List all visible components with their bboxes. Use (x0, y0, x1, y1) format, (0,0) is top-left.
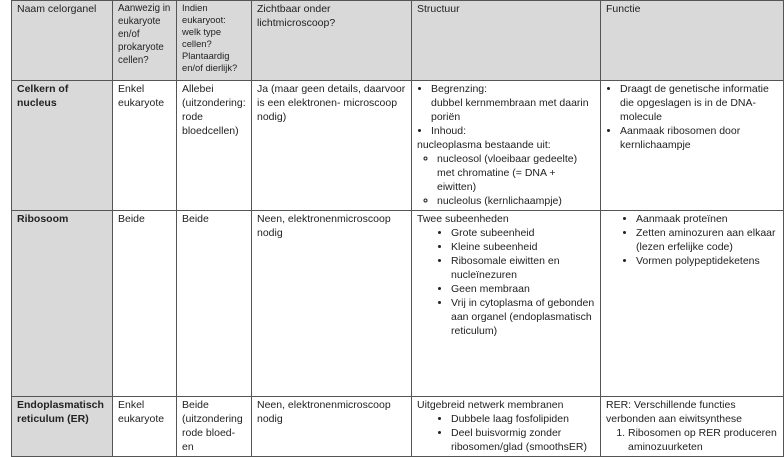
structuur-intro: Twee subeenheden (417, 213, 509, 225)
zichtbaar-cell: Ja (maar geen details, daarvoor is een elektronen- microscoop nodig) (252, 81, 412, 211)
type-cell: Allebei (uitzondering: rode bloedcellen) (177, 81, 252, 211)
structuur-label: Begrenzing: (431, 83, 488, 95)
header-naam: Naam celorganel (12, 1, 113, 81)
organel-name: Ribosoom (12, 211, 113, 397)
functie-intro: RER: Verschillende functies verbonden aan eiwitsynthese (606, 399, 743, 425)
list-item (431, 82, 596, 124)
list-item: • Aanmaak proteïnen (636, 212, 779, 226)
functie-ordered-list (606, 426, 779, 454)
list-item: • Deel buisvormig zonder ribosomen/glad (smoothsER) (451, 426, 596, 454)
zichtbaar-cell: Neen, elektronenmicroscoop nodig (252, 211, 412, 397)
aanwezig-cell: Enkel eukaryote (113, 81, 177, 211)
list-item: • Aanmaak ribosomen door kernlichaampje (620, 124, 779, 152)
functie-list (606, 212, 779, 268)
list-item: ◦ nucleosol (vloeibaar gedeelte) met chromatine (= DNA + eiwitten) (437, 152, 596, 194)
header-functie: Functie (601, 1, 784, 81)
structuur-cell (412, 397, 601, 457)
structuur-cell (412, 211, 601, 397)
header-row (12, 1, 784, 81)
organel-name: Endoplasmatisch reticulum (ER) (12, 397, 113, 457)
zichtbaar-cell: Neen, elektronenmicroscoop nodig (252, 397, 412, 457)
functie-list (606, 82, 779, 152)
organel-table (11, 0, 784, 457)
structuur-intro: Uitgebreid netwerk membranen (417, 399, 564, 411)
list-item: • Kleine subeenheid (451, 240, 596, 254)
table-row (12, 397, 784, 457)
list-item: • Zetten aminozuren aan elkaar (lezen erfelijke code) (636, 226, 779, 254)
header-aanwezig: Aanwezig in eukaryote en/of prokaryote cellen? (113, 1, 177, 81)
list-item: • Vormen polypeptideketens (636, 254, 779, 268)
structuur-list (417, 412, 596, 454)
functie-cell (601, 397, 784, 457)
aanwezig-cell: Beide (113, 211, 177, 397)
table-row (12, 81, 784, 211)
functie-cell (601, 81, 784, 211)
header-type: Indien eukaryoot: welk type cellen? Plantaardig en/of dierlijk? (177, 1, 252, 81)
aanwezig-cell: Enkel eukaryote (113, 397, 177, 457)
structuur-label: Inhoud: (431, 125, 467, 137)
structuur-list (417, 82, 596, 138)
list-item: ◦ nucleolus (kernlichaampje) (437, 194, 596, 208)
list-item: • Draagt de genetische informatie die opgeslagen is in de DNA-molecule (620, 82, 779, 124)
list-item: • Grote subeenheid (451, 226, 596, 240)
structuur-list (417, 226, 596, 338)
structuur-detail: nucleoplasma bestaande uit: (417, 139, 551, 151)
header-zichtbaar: Zichtbaar onder lichtmicroscoop? (252, 1, 412, 81)
table-row (12, 211, 784, 397)
structuur-detail: dubbel kernmembraan met daarin poriën (431, 97, 589, 123)
list-item: • Dubbele laag fosfolipiden (451, 412, 596, 426)
type-cell: Beide (uitzondering rode bloed- en (177, 397, 252, 457)
functie-cell (601, 211, 784, 397)
organel-name: Celkern of nucleus (12, 81, 113, 211)
structuur-sublist (417, 152, 596, 208)
structuur-cell (412, 81, 601, 211)
list-item: • Ribosomale eiwitten en nucleïnezuren (451, 254, 596, 282)
header-structuur: Structuur (412, 1, 601, 81)
list-item (431, 124, 596, 138)
list-item: 1. Ribosomen op RER produceren aminozuurketen (628, 426, 779, 454)
list-item: • Vrij in cytoplasma of gebonden aan organel (endoplasmatisch reticulum) (451, 296, 596, 338)
list-item: • Geen membraan (451, 282, 596, 296)
type-cell: Beide (177, 211, 252, 397)
